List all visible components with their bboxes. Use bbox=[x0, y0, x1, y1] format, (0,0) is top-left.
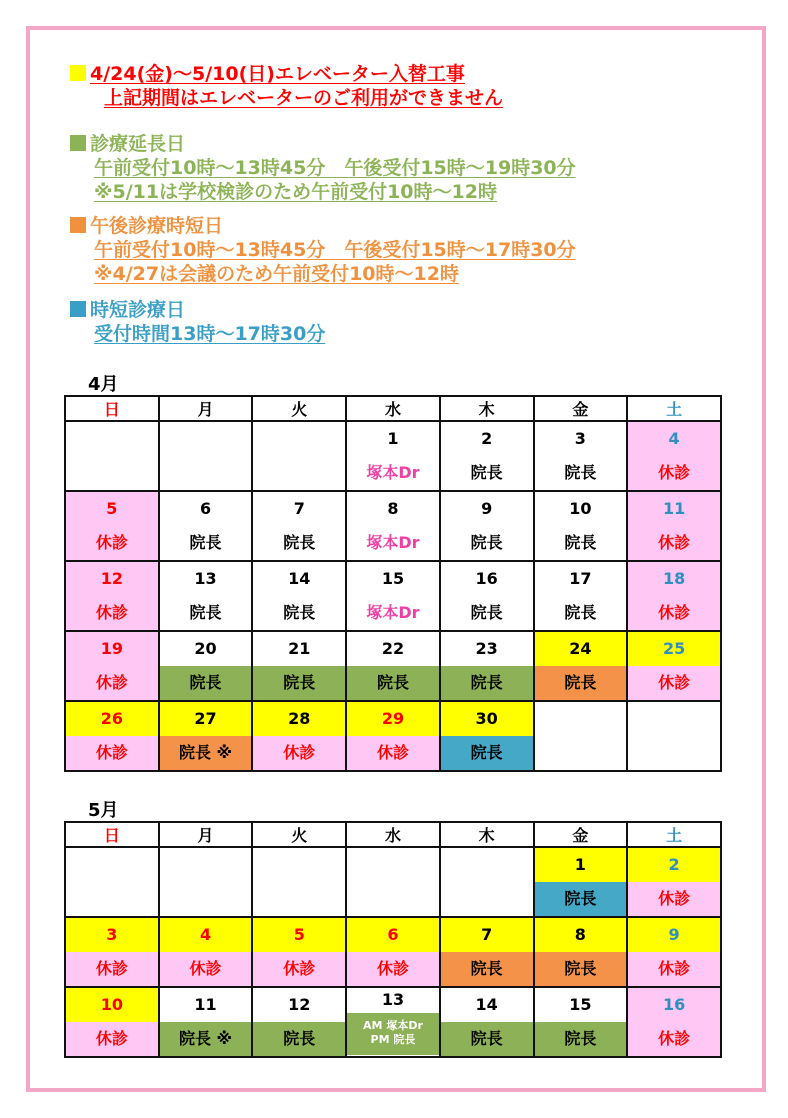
doctor-label bbox=[160, 882, 252, 916]
doctor-label: 院長 ※ bbox=[160, 1022, 252, 1056]
day-cell bbox=[346, 987, 440, 1057]
day-number: 6 bbox=[199, 499, 212, 518]
doctor-label: 休診 bbox=[66, 952, 158, 986]
day-number: 29 bbox=[347, 702, 439, 736]
day-number: 24 bbox=[535, 632, 627, 666]
week-row bbox=[65, 847, 721, 917]
weekday-header: 水 bbox=[346, 822, 440, 847]
doctor-label bbox=[66, 882, 158, 916]
day-cell bbox=[159, 631, 253, 701]
doctor-label: 休診 bbox=[66, 596, 158, 630]
doctor-label: 休診 bbox=[628, 882, 720, 916]
doctor-label: 院長 bbox=[441, 736, 533, 770]
doctor-label bbox=[535, 736, 627, 770]
day-number: 1 bbox=[387, 429, 399, 448]
doctor-label: 院長 bbox=[470, 533, 503, 552]
doctor-label: 休診 bbox=[347, 952, 439, 986]
day-cell bbox=[252, 917, 346, 987]
day-number: 16 bbox=[628, 988, 720, 1022]
yellow-square-icon bbox=[70, 65, 86, 81]
day-cell bbox=[534, 847, 628, 917]
day-number bbox=[628, 702, 720, 736]
weekday-header: 金 bbox=[534, 396, 628, 421]
day-number: 23 bbox=[475, 639, 498, 658]
day-number: 10 bbox=[569, 499, 592, 518]
day-cell bbox=[627, 987, 721, 1057]
day-cell bbox=[346, 491, 440, 561]
day-cell bbox=[346, 701, 440, 771]
doctor-label: 休診 bbox=[66, 666, 158, 700]
weekday-header: 月 bbox=[159, 822, 253, 847]
day-number bbox=[66, 422, 158, 456]
day-cell bbox=[440, 561, 534, 631]
day-cell bbox=[534, 701, 628, 771]
day-cell bbox=[65, 917, 159, 987]
day-number: 22 bbox=[381, 639, 405, 658]
doctor-label: 院長 ※ bbox=[160, 736, 252, 770]
day-number bbox=[253, 848, 345, 882]
day-number: 14 bbox=[475, 995, 498, 1014]
doctor-label bbox=[253, 882, 345, 916]
day-cell bbox=[65, 701, 159, 771]
day-cell bbox=[627, 701, 721, 771]
day-number: 13 bbox=[194, 569, 217, 588]
elevator-notice-line1: 4/24(金)～5/10(日)エレベーター入替工事 bbox=[90, 63, 465, 85]
day-cell bbox=[440, 491, 534, 561]
day-number: 20 bbox=[194, 639, 217, 658]
doctor-label: 院長 bbox=[564, 533, 597, 552]
day-cell bbox=[65, 491, 159, 561]
doctor-label: 塚本Dr bbox=[366, 463, 420, 482]
day-cell bbox=[627, 631, 721, 701]
doctor-label: 休診 bbox=[628, 596, 720, 630]
extended-line1: 午前受付10時～13時45分 午後受付15時～19時30分 bbox=[94, 157, 576, 179]
extended-line2: ※5/11は学校検診のため午前受付10時～12時 bbox=[94, 181, 497, 203]
doctor-label: 院長 bbox=[535, 1022, 627, 1056]
day-cell bbox=[65, 847, 159, 917]
day-number: 5 bbox=[66, 492, 158, 526]
day-number: 27 bbox=[160, 702, 252, 736]
week-row bbox=[65, 421, 721, 491]
doctor-label: 院長 bbox=[283, 603, 316, 622]
short-afternoon-title: 午後診療時短日 bbox=[90, 215, 224, 237]
day-number: 25 bbox=[628, 632, 720, 666]
day-number: 16 bbox=[475, 569, 498, 588]
day-number bbox=[253, 422, 345, 456]
day-cell bbox=[440, 701, 534, 771]
orange-square-icon bbox=[70, 217, 86, 233]
doctor-label bbox=[66, 456, 158, 490]
week-row bbox=[65, 631, 721, 701]
day-number: 19 bbox=[66, 632, 158, 666]
doctor-label: 休診 bbox=[628, 666, 720, 700]
day-cell bbox=[252, 631, 346, 701]
day-number bbox=[160, 422, 252, 456]
day-cell bbox=[627, 491, 721, 561]
short-line1: 受付時間13時～17時30分 bbox=[94, 323, 326, 345]
day-cell bbox=[159, 987, 253, 1057]
day-number: 2 bbox=[628, 848, 720, 882]
day-cell bbox=[534, 491, 628, 561]
doctor-label: 休診 bbox=[628, 526, 720, 560]
doctor-label bbox=[253, 456, 345, 490]
green-square-icon bbox=[70, 135, 86, 151]
short-hours-notice bbox=[70, 298, 325, 346]
day-number: 30 bbox=[441, 702, 533, 736]
day-cell bbox=[159, 701, 253, 771]
day-cell bbox=[534, 917, 628, 987]
weekday-header: 火 bbox=[252, 822, 346, 847]
day-number: 21 bbox=[288, 639, 311, 658]
day-number: 4 bbox=[160, 918, 252, 952]
day-cell bbox=[534, 631, 628, 701]
day-cell bbox=[65, 631, 159, 701]
day-number: 7 bbox=[293, 499, 305, 518]
day-number: 1 bbox=[535, 848, 627, 882]
day-cell bbox=[534, 987, 628, 1057]
day-number: 7 bbox=[441, 918, 533, 952]
weekday-header: 金 bbox=[534, 822, 628, 847]
doctor-label: 休診 bbox=[66, 526, 158, 560]
day-number: 12 bbox=[66, 562, 158, 596]
short-afternoon-line2: ※4/27は会議のため午前受付10時～12時 bbox=[94, 263, 459, 285]
day-cell bbox=[65, 561, 159, 631]
extended-hours-notice bbox=[70, 132, 576, 204]
day-number: 9 bbox=[628, 918, 720, 952]
day-number: 11 bbox=[194, 995, 217, 1014]
doctor-label bbox=[441, 882, 533, 916]
day-cell bbox=[346, 847, 440, 917]
day-number: 15 bbox=[381, 569, 405, 588]
doctor-label: 院長 bbox=[470, 603, 503, 622]
day-cell bbox=[65, 421, 159, 491]
doctor-label: 院長 bbox=[564, 463, 597, 482]
weekday-header: 土 bbox=[627, 396, 721, 421]
doctor-label: 休診 bbox=[628, 952, 720, 986]
doctor-label: 休診 bbox=[628, 456, 720, 490]
day-number: 4 bbox=[628, 422, 720, 456]
day-number: 11 bbox=[628, 492, 720, 526]
short-afternoon-notice bbox=[70, 214, 576, 286]
day-number: 5 bbox=[253, 918, 345, 952]
elevator-notice-line2: 上記期間はエレベーターのご利用ができません bbox=[104, 87, 504, 109]
doctor-label: 休診 bbox=[628, 1022, 720, 1056]
doctor-label: 塚本Dr bbox=[366, 603, 420, 622]
day-cell bbox=[440, 421, 534, 491]
day-cell bbox=[346, 421, 440, 491]
day-number: 28 bbox=[253, 702, 345, 736]
day-number bbox=[347, 848, 439, 882]
doctor-label: 院長 bbox=[535, 666, 627, 700]
week-row bbox=[65, 701, 721, 771]
april-calendar bbox=[64, 395, 722, 772]
day-cell bbox=[252, 701, 346, 771]
doctor-label bbox=[347, 882, 439, 916]
doctor-label: 院長 bbox=[441, 1022, 533, 1056]
day-cell bbox=[252, 987, 346, 1057]
weekday-header: 水 bbox=[346, 396, 440, 421]
day-cell bbox=[252, 491, 346, 561]
april-label: 4月 bbox=[88, 374, 119, 395]
day-cell bbox=[252, 561, 346, 631]
doctor-label: 院長 bbox=[535, 952, 627, 986]
day-cell bbox=[440, 917, 534, 987]
day-cell bbox=[440, 847, 534, 917]
day-number: 26 bbox=[66, 702, 158, 736]
day-cell bbox=[440, 631, 534, 701]
day-cell bbox=[627, 421, 721, 491]
weekday-header: 木 bbox=[440, 396, 534, 421]
doctor-label bbox=[628, 736, 720, 770]
day-cell bbox=[159, 421, 253, 491]
day-number: 2 bbox=[481, 429, 493, 448]
day-number bbox=[66, 848, 158, 882]
doctor-label: 院長 bbox=[535, 882, 627, 916]
day-cell bbox=[534, 561, 628, 631]
doctor-label: 院長 bbox=[189, 603, 222, 622]
week-row bbox=[65, 917, 721, 987]
day-cell bbox=[534, 421, 628, 491]
day-number: 12 bbox=[288, 995, 311, 1014]
doctor-label: 院長 bbox=[253, 666, 345, 700]
day-number: 3 bbox=[66, 918, 158, 952]
doctor-label: 休診 bbox=[253, 952, 345, 986]
day-cell bbox=[159, 491, 253, 561]
doctor-label: 院長 bbox=[441, 666, 533, 700]
day-cell bbox=[346, 631, 440, 701]
doctor-label: AM 塚本Dr bbox=[347, 1013, 439, 1033]
weekday-header: 火 bbox=[252, 396, 346, 421]
day-number: 9 bbox=[481, 499, 493, 518]
doctor-label: 休診 bbox=[347, 736, 439, 770]
day-cell bbox=[159, 917, 253, 987]
day-number: 18 bbox=[628, 562, 720, 596]
day-number: 8 bbox=[387, 499, 399, 518]
doctor-label: 院長 bbox=[189, 533, 222, 552]
day-number: 8 bbox=[535, 918, 627, 952]
day-cell bbox=[627, 917, 721, 987]
day-cell bbox=[627, 561, 721, 631]
weekday-header: 月 bbox=[159, 396, 253, 421]
doctor-label: 院長 bbox=[441, 952, 533, 986]
day-cell bbox=[627, 847, 721, 917]
day-cell bbox=[346, 561, 440, 631]
week-row bbox=[65, 491, 721, 561]
day-number bbox=[441, 848, 533, 882]
weekday-header: 土 bbox=[627, 822, 721, 847]
day-number: 17 bbox=[569, 569, 592, 588]
elevator-notice bbox=[70, 62, 503, 110]
day-cell bbox=[440, 987, 534, 1057]
week-row bbox=[65, 987, 721, 1057]
doctor-label: 院長 bbox=[253, 1022, 345, 1056]
doctor-label bbox=[160, 456, 252, 490]
doctor-label: 院長 bbox=[160, 666, 252, 700]
extended-title: 診療延長日 bbox=[90, 133, 186, 155]
day-cell bbox=[252, 847, 346, 917]
day-number: 13 bbox=[347, 988, 439, 1012]
day-number: 14 bbox=[288, 569, 311, 588]
day-number: 3 bbox=[574, 429, 586, 448]
day-number bbox=[535, 702, 627, 736]
week-row bbox=[65, 561, 721, 631]
weekday-header: 木 bbox=[440, 822, 534, 847]
day-number: 15 bbox=[569, 995, 592, 1014]
day-cell bbox=[159, 561, 253, 631]
doctor-label: 塚本Dr bbox=[366, 533, 420, 552]
doctor-label: 院長 bbox=[347, 666, 439, 700]
weekday-header: 日 bbox=[65, 822, 159, 847]
day-number: 6 bbox=[347, 918, 439, 952]
day-cell bbox=[252, 421, 346, 491]
doctor-label: 院長 bbox=[470, 463, 503, 482]
short-afternoon-line1: 午前受付10時～13時45分 午後受付15時～17時30分 bbox=[94, 239, 576, 261]
day-number bbox=[160, 848, 252, 882]
weekday-header: 日 bbox=[65, 396, 159, 421]
doctor-label: 休診 bbox=[66, 1022, 158, 1056]
day-number: 10 bbox=[66, 988, 158, 1022]
day-cell bbox=[159, 847, 253, 917]
day-cell bbox=[65, 987, 159, 1057]
doctor-label: 休診 bbox=[66, 736, 158, 770]
doctor-label-pm: PM 院長 bbox=[347, 1033, 439, 1055]
short-title: 時短診療日 bbox=[90, 299, 186, 321]
day-cell bbox=[346, 917, 440, 987]
doctor-label: 休診 bbox=[253, 736, 345, 770]
may-label: 5月 bbox=[88, 800, 119, 821]
doctor-label: 院長 bbox=[283, 533, 316, 552]
blue-square-icon bbox=[70, 301, 86, 317]
doctor-label: 休診 bbox=[160, 952, 252, 986]
doctor-label: 院長 bbox=[564, 603, 597, 622]
may-calendar bbox=[64, 821, 722, 1058]
